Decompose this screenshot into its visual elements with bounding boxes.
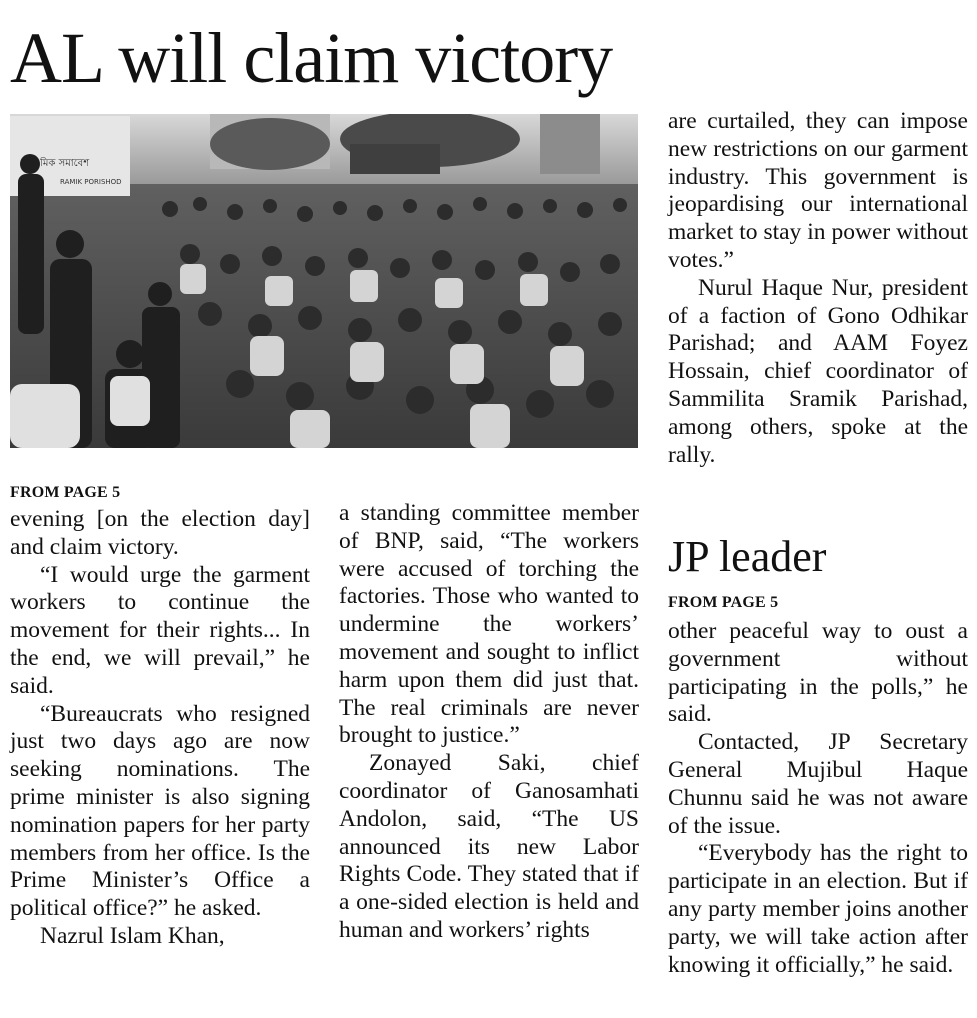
- rally-photo: [10, 114, 638, 448]
- rally-photo-illustration: [10, 114, 638, 448]
- paragraph: “I would urge the garment workers to continue the movement for their rights... In the end, we will prevail,” he said.: [10, 561, 310, 699]
- paragraph: a standing committee member of BNP, said, “The workers were accused of torching the factories. Those who wanted to undermine the workers’ movement and sought to inflict harm upon them did just that. The real criminals are never brought to justice.”: [339, 500, 639, 749]
- article-column-3: [668, 108, 968, 469]
- jp-leader-headline: JP leader: [668, 532, 827, 581]
- headline: AL will claim victory: [10, 18, 613, 98]
- paragraph: Contacted, JP Secretary General Mujibul Haque Chunnu said he was not aware of the issue.: [668, 729, 968, 839]
- banner-text-2: RAMIK PORISHOD: [60, 178, 122, 186]
- paragraph: Zonayed Saki, chief coordinator of Ganosamhati Andolon, said, “The US announced its new Labor Rights Code. They stated that if a one-sided election is held and human and workers’ rights: [339, 750, 639, 943]
- article-column-1: [10, 506, 310, 951]
- jp-article-column: [668, 618, 968, 979]
- jp-from-page-kicker: FROM PAGE 5: [668, 594, 779, 611]
- paragraph: “Everybody has the right to participate in an election. But if any party member joins another party, we will take action after knowing it officially,” he said.: [668, 840, 968, 978]
- banner-text: মিক সমাবেশ: [40, 158, 90, 169]
- paragraph: Nurul Haque Nur, president of a faction of Gono Odhikar Parishad; and AAM Foyez Hossain, chief coordinator of Sammilita Sramik Parishad, among others, spoke at the rally.: [668, 274, 968, 468]
- paragraph: “Bureaucrats who resigned just two days ago are now seeking nominations. The prime minister is also signing nomination papers for her party members from her office. Is the Prime Minister’s Office a political office?” he asked.: [10, 700, 310, 922]
- from-page-kicker: FROM PAGE 5: [10, 484, 121, 501]
- article-column-2: [339, 500, 639, 945]
- paragraph: are curtailed, they can impose new restrictions on our garment industry. This government is jeopardising our international market to stay in power without votes.”: [668, 108, 968, 273]
- paragraph: other peaceful way to oust a government without participating in the polls,” he said.: [668, 618, 968, 728]
- paragraph: evening [on the election day] and claim victory.: [10, 506, 310, 560]
- paragraph: Nazrul Islam Khan,: [40, 922, 225, 949]
